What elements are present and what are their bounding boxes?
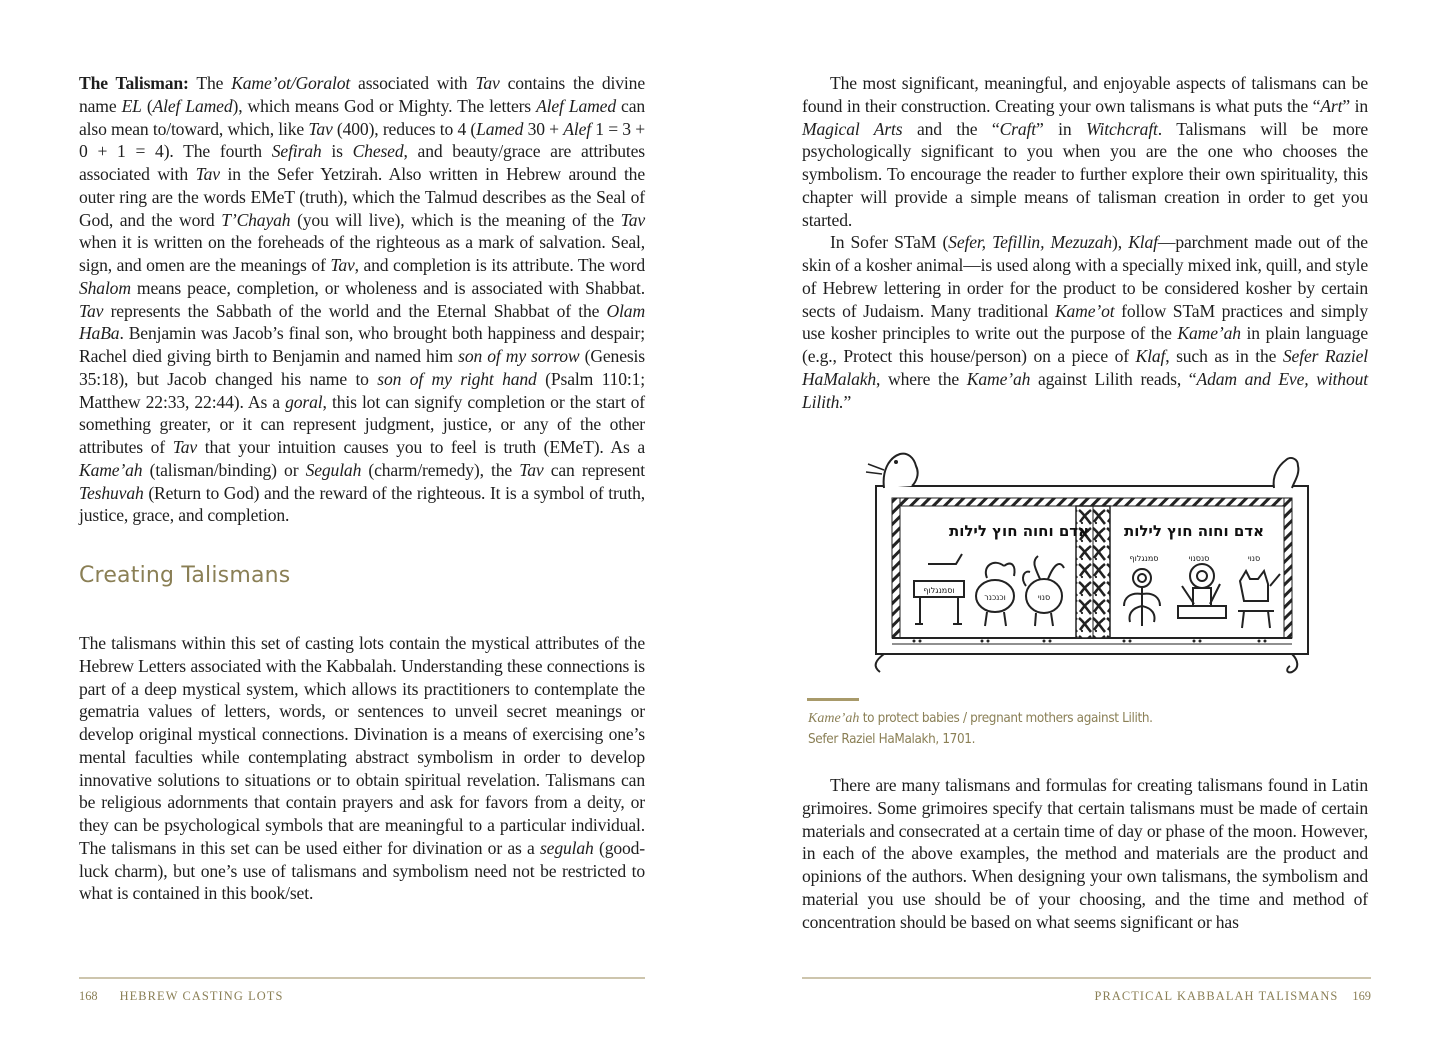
italic-term: Alef [563,118,591,139]
italic-term: Kame’ah [966,368,1031,389]
italic-term: Sefer Raziel HaMalakh [802,346,1368,389]
italic-term: Tav [330,255,355,275]
svg-text:סמנגלוף: סמנגלוף [1129,554,1159,563]
italic-term: Kame’ah [79,459,143,480]
caption-line-2: Sefer Raziel HaMalakh, 1701. [808,731,976,747]
left-page [79,0,645,1037]
running-head-right: PRACTICAL KABBALAH TALISMANS [1094,989,1339,1003]
construction-paragraphs [802,72,1368,413]
italic-term: Alef Lamed [536,95,616,116]
italic-term: Tav [172,437,198,457]
talisman-paragraph-block [79,72,645,527]
italic-term: Kame’ot/Goralot [231,73,351,93]
caption-italic-term: Kame’ah [808,711,860,726]
italic-term: Alef Lamed [152,95,233,116]
italic-term: Klaf [1128,232,1158,253]
italic-term: Kame’ah [1177,323,1241,344]
italic-term: son of my sorrow [458,346,580,366]
italic-term: Art [1320,95,1343,116]
italic-term: Tav [475,73,500,93]
italic-term: Segulah [305,459,362,480]
creating-paragraph: The talismans within this set of casting lots contain the mystical attributes of the Hebrew Letters associated with the Kabbalah. Understanding these connections is part of a deep mystical system, which allows its practitioners to contemplate the gematria values of letters, words, or sentences to unveil secret meanings or develop original mystical connections. Divination is a means of exercising one’s mental faculties while contemplating abstract symbolism in order to develop innovative solutions to situations or to obtain spiritual revelation. Talismans can be religious adornments that contain prayers and ask for favors from a deity, or they can be psychological symbols that are meaningful to a particular individual. The talismans in this set can be used either for divination or as a segulah (good-luck charm), but one’s use of talismans and symbolism need not be restricted to what is contained in this book/set. [79,633,645,904]
footer-rule-right [802,977,1371,979]
footer-right [1094,989,1371,1004]
caption-line-1: Kame’ah to protect babies / pregnant mothers against Lilith. [808,711,1153,726]
italic-term: Shalom [79,277,131,298]
italic-term: T’Chayah [221,209,291,230]
section-heading: Creating Talismans [79,563,291,588]
svg-text:וסמנגלוף: וסמנגלוף [923,586,955,595]
talisman-paragraph: The Talisman: The Kame’ot/Goralot associated with Tav contains the divine name EL (Alef Lamed), which means God or Mighty. The letters Alef Lamed can also mean to/toward, which, like Tav (400), reduces to 4 (Lamed 30 + Alef 1 = 3 + 0 + 1 = 4). The fourth Sefirah is Chesed, and beauty/grace are attributes associated with Tav in the Sefer Yetzirah. Also written in Hebrew around the outer ring are the words EMeT (truth), which the Talmud describes as the Seal of God, and the word T’Chayah (you will live), which is the meaning of the Tav when it is written on the foreheads of the righteous as a mark of salvation. Seal, sign, and omen are the meanings of Tav, and completion is its attribute. The word Shalom means peace, completion, or wholeness and is associated with Shabbat. Tav represents the Sabbath of the world and the Eternal Shabbat of the Olam HaBa. Benjamin was Jacob’s final son, who brought both happiness and despair; Rachel died giving birth to Benjamin and named him son of my sorrow (Genesis 35:18), but Jacob changed his name to son of my right hand (Psalm 110:1; Matthew 22:33, 22:44). As a goral, this lot can signify completion or the start of something greater, or it can represent judgment, justice, or any of the other attributes of Tav that your intuition causes you to feel is truth (EMeT). As a Kame’ah (talisman/binding) or Segulah (charm/remedy), the Tav can represent Teshuvah (Return to God) and the reward of the righteous. It is a symbol of truth, justice, grace, and completion. [79,73,646,526]
caption-rule [807,698,859,701]
paragraph-grimoires: There are many talismans and formulas for creating talismans found in Latin grimoires. Some grimoires specify that certain talismans must be made of certain materials and consecrated at a certain time of day or phase of the moon. However, in each of the above examples, the method and materials are the product and opinions of the authors. When designing your own talismans, the symbolism and material you use should be of your choosing, and the time and method of concentration should be based on what seems significant or has [802,775,1368,932]
italic-term: Adam and Eve, without Lilith. [802,368,1368,412]
italic-term: son of my right hand [377,368,537,389]
svg-text:וכנכנר: וכנכנר [984,593,1006,602]
italic-term: EL [121,95,142,116]
italic-term: Chesed [352,141,404,162]
italic-term: Lamed [476,118,524,139]
italic-term: Tav [79,300,104,321]
page-number-left: 168 [79,989,98,1003]
italic-term: Klaf [1135,346,1166,366]
svg-text:סנוי: סנוי [1037,593,1051,602]
italic-term: Witchcraft [1086,118,1158,139]
italic-term: Tav [308,118,333,139]
paragraph-sofer-stam: In Sofer STaM (Sefer, Tefillin, Mezuzah), Klaf—parchment made out of the skin of a kosher animal—is used along with a specially mixed ink, quill, and style of Hebrew lettering in order for the product to be considered kosher by certain sects of Judaism. Many traditional Kame’ot follow STaM practices and simply use kosher principles to write out the purpose of the Kame’ah in plain language (e.g., Protect this house/person) on a piece of Klaf, such as in the Sefer Raziel HaMalakh, where the Kame’ah against Lilith reads, “Adam and Eve, without Lilith.” [802,232,1368,412]
italic-term: segulah [539,837,594,858]
footer-rule-left [79,977,645,979]
page-number-right: 169 [1352,989,1371,1003]
italic-term: goral [285,391,323,412]
italic-term: Tav [519,459,544,480]
running-head-left: HEBREW CASTING LOTS [119,989,284,1003]
italic-term: Craft [999,118,1036,139]
amulet-illustration [854,436,1310,676]
svg-text:סנסנוי: סנסנוי [1188,554,1210,563]
kameah-woodcut-image [854,436,1310,676]
run-in-heading: The Talisman: [79,73,189,93]
figure-caption [808,709,1328,750]
italic-term: Magical Arts [802,118,903,139]
italic-term: Teshuvah [79,482,144,503]
italic-term: Olam HaBa [79,300,645,344]
svg-text:סנוי: סנוי [1247,554,1261,563]
creating-paragraph-block [79,632,645,905]
italic-term: Sefirah [271,141,322,162]
italic-term: Tav [620,209,645,230]
italic-term: Sefer, Tefillin, Mezuzah [948,232,1113,253]
svg-text:אדם וחוה חוץ לילות: אדם וחוה חוץ לילות [948,522,1090,540]
italic-term: Tav [195,164,220,184]
footer-left [79,989,283,1004]
paragraph-construction: The most significant, meaningful, and enjoyable aspects of talismans can be found in their construction. Creating your own talismans is what puts the “Art” in Magical Arts and the “Craft” in Witchcraft. Talismans will be more psychologically significant to you when you are the one who chooses the symbolism. To encourage the reader to further explore their own spirituality, this chapter will provide a simple means of talisman creation in order to get you started. [802,73,1369,230]
right-page [802,0,1368,1037]
grimoires-paragraph-block [802,774,1368,933]
svg-text:אדם וחוה חוץ לילות: אדם וחוה חוץ לילות [1123,522,1265,540]
italic-term: Kame’ot [1054,300,1115,321]
